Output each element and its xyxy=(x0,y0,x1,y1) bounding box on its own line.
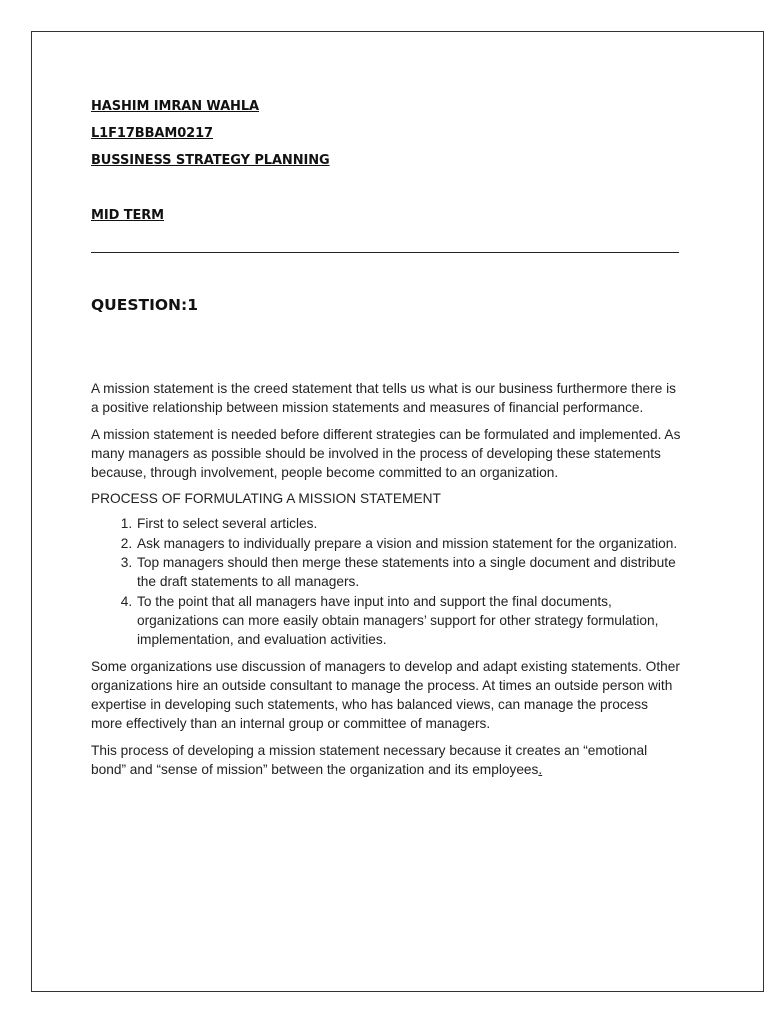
list-item: 3. Top managers should then merge these statements into a single document and distribute the draft statements to all managers. xyxy=(136,553,681,592)
paragraph-consultants: Some organizations use discussion of managers to develop and adapt existing statements. Other organizations hire an outside consultant to manage the process. At times an outside person with expertise in developing such statements, who has balanced views, can manage the process more effectively than an internal group or committee of managers. xyxy=(91,658,680,732)
document-content xyxy=(91,98,681,786)
paragraph-trailing-period: . xyxy=(538,762,543,778)
document-page xyxy=(31,31,764,992)
process-heading: PROCESS OF FORMULATING A MISSION STATEMENT xyxy=(91,491,441,507)
course-title: BUSSINESS STRATEGY PLANNING xyxy=(91,153,330,168)
paragraph-mission-definition: A mission statement is the creed statement that tells us what is our business furthermore there is a positive relationship between mission statements and measures of financial performance. xyxy=(91,381,677,416)
student-name: HASHIM IMRAN WAHLA xyxy=(91,99,259,114)
question-title: QUESTION:1 xyxy=(91,296,198,314)
exam-title: MID TERM xyxy=(91,208,164,223)
paragraph-emotional-bond-text: This process of developing a mission statement necessary because it creates an “emotional bond” and “sense of mission” between the organization and its employees xyxy=(91,742,648,778)
paragraph-mission-need: A mission statement is needed before different strategies can be formulated and implemented. As many managers as possible should be involved in the process of developing these statements because, through involvement, people become committed to an organization. xyxy=(91,426,681,481)
paragraph-emotional-bond xyxy=(91,741,681,780)
student-id: L1F17BBAM0217 xyxy=(91,126,213,141)
list-item: 4. To the point that all managers have input into and support the final documents, organizations can more easily obtain managers’ support for other strategy formulation, implementation, and evaluation activities. xyxy=(136,592,681,650)
list-item: 1. First to select several articles. xyxy=(136,514,681,533)
process-steps-list xyxy=(91,514,681,649)
horizontal-rule xyxy=(91,252,679,253)
list-item: 2. Ask managers to individually prepare a vision and mission statement for the organization. xyxy=(136,534,681,553)
